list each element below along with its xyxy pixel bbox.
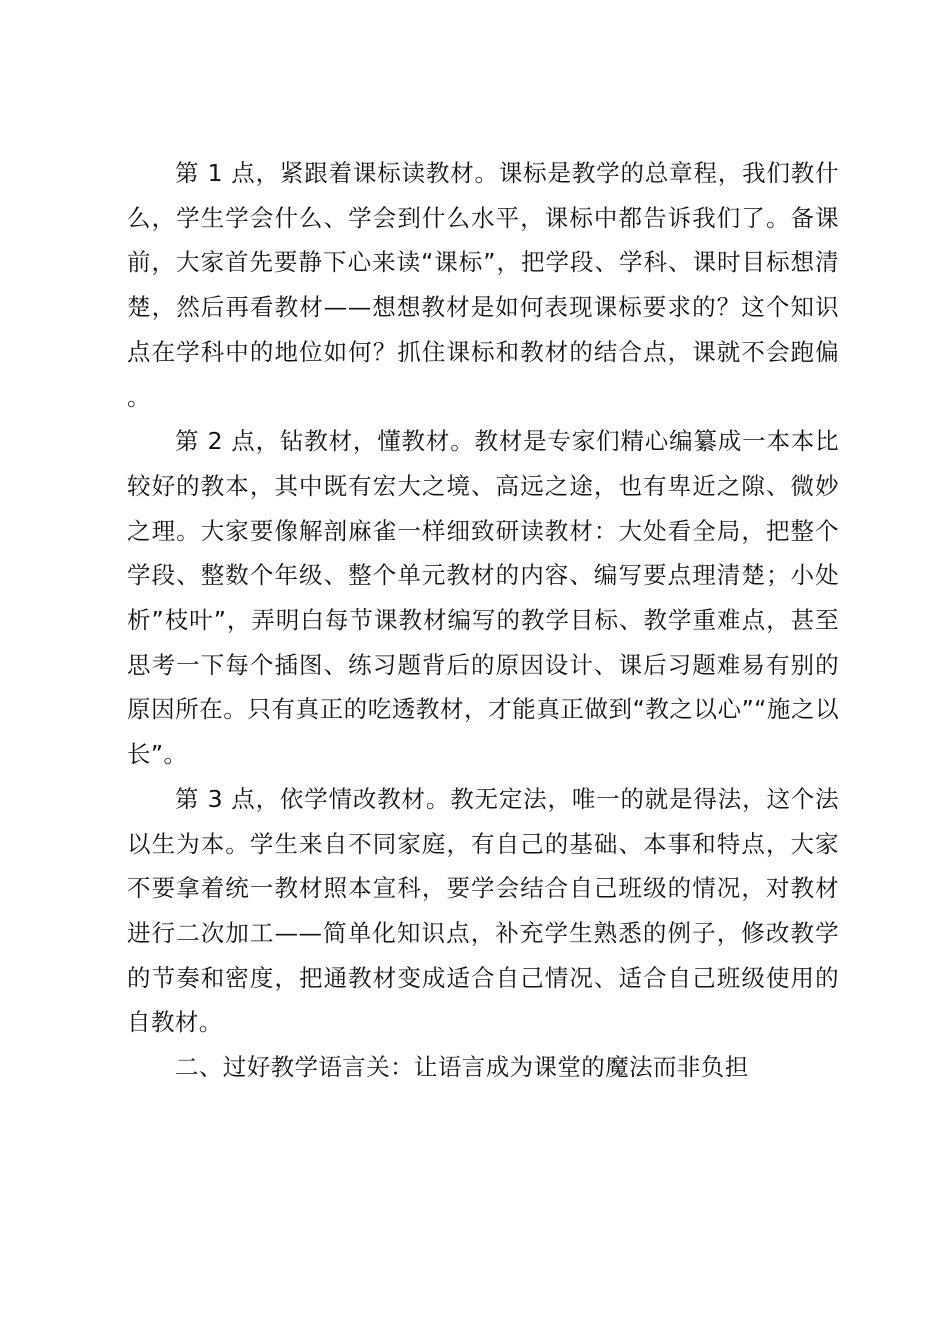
paragraph-point-3: 第 3 点，依学情改教材。教无定法，唯一的就是得法，这个法以生为本。学生来自不同家庭，有自己的基础、本事和特点，大家不要拿着统一教材照本宣科，要学会结合自己班级的情况，对教材进行二次加工——简单化知识点，补充学生熟悉的例子，修改教学的节奏和密度，把通教材变成适合自己情况、适合自己班级使用的自教材。 — [127, 784, 839, 1037]
paragraph-point-2: 第 2 点，钻教材，懂教材。教材是专家们精心编纂成一本本比较好的教本，其中既有宏大之境、高远之途，也有卑近之隙、微妙之理。大家要像解剖麻雀一样细致研读教材：大处看全局，把整个学段、整数个年级、整个单元教材的内容、编写要点理清楚；小处析”枝叶”，弄明白每节课教材编写的教学目标、教学重难点，甚至思考一下每个插图、练习题背后的原因设计、课后习题难易有别的原因所在。只有真正的吃透教材，才能真正做到“教之以心”“施之以长”。 — [127, 427, 839, 769]
section-heading: 二、过好教学语言关：让语言成为课堂的魔法而非负担 — [175, 1053, 749, 1082]
document-body — [127, 151, 839, 1090]
paragraph-point-1: 第 1 点，紧跟着课标读教材。课标是教学的总章程，我们教什么，学生学会什么、学会到什么水平，课标中都告诉我们了。备课前，大家首先要静下心来读“课标”，把学段、学科、课时目标想清楚，然后再看教材——想想教材是如何表现课标要求的？这个知识点在学科中的地位如何？抓住课标和教材的结合点，课就不会跑偏。 — [127, 159, 839, 411]
